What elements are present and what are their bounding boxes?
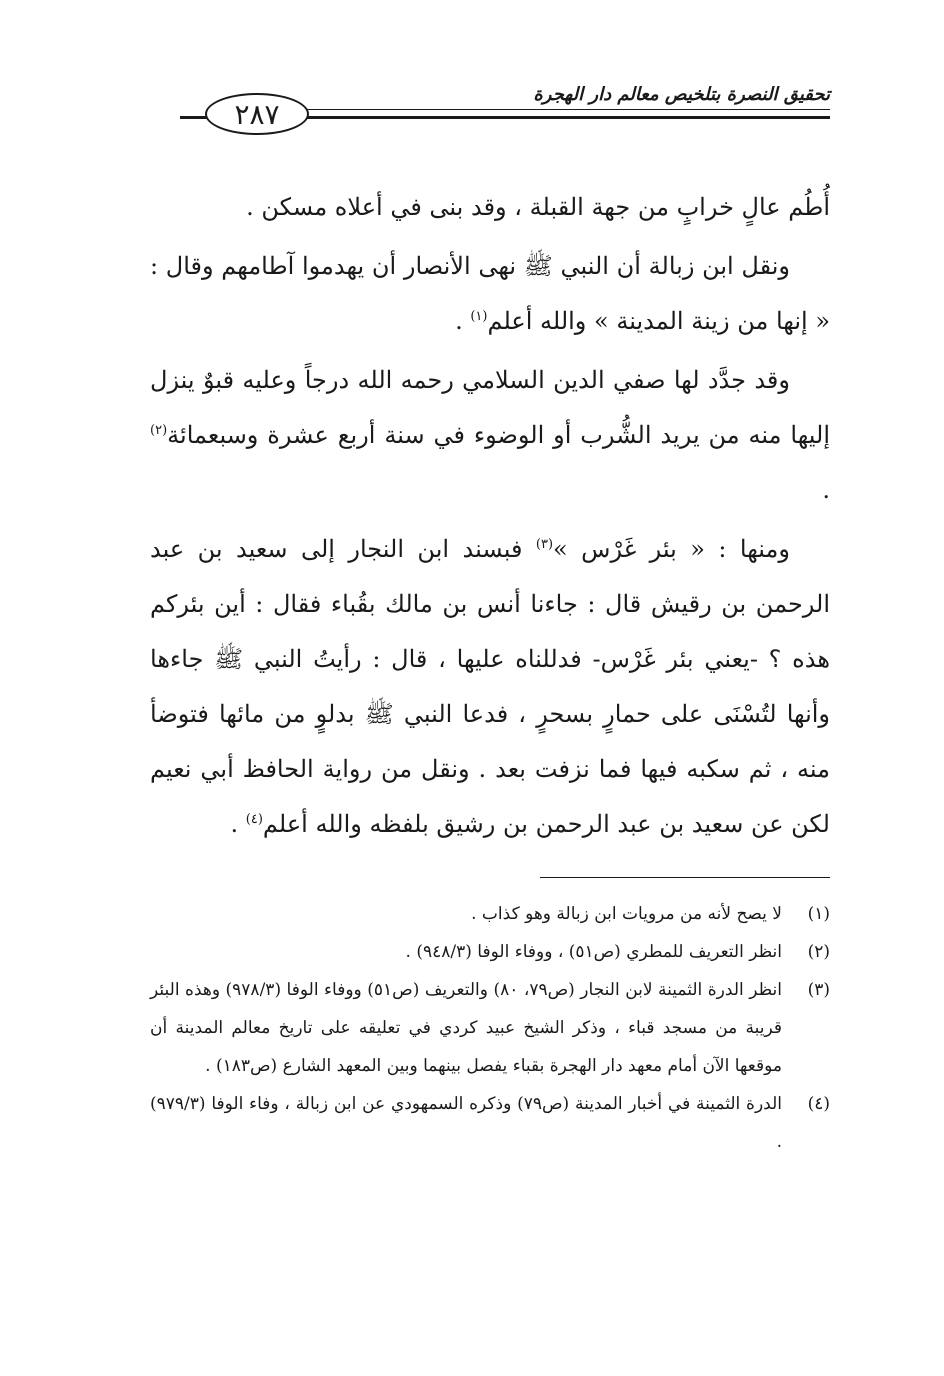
paragraph-4 [150,522,830,852]
running-title: تحقيق النصرة بتلخيص معالم دار الهجرة [533,84,830,105]
footnotes [150,895,830,1161]
footnote-number: (٣) [807,980,830,1000]
paragraph-4-text-b: فبسند ابن النجار إلى سعيد بن عبد الرحمن بن رقيش قال : جاءنا أنس بن مالك بقُباء فقال : أين بئركم هذه ؟ -يعني بئر غَرْس- فدللناه عليها ، قال : رأيتُ النبي ﷺ جاءها وأنها لتُسْنَى على حمارٍ بسحرٍ ، فدعا النبي ﷺ بدلوٍ من مائها فتوضأ منه ، ثم سكبه فيها فما نزفت بعد . ونقل من رواية الحافظ أبي نعيم لكن عن سعيد بن عبد الرحمن بن رشيق بلفظه والله أعلم [150,535,830,838]
paragraph-3-end: . [822,476,830,504]
footnote-number: (٢) [807,942,830,962]
paragraph-2-end: . [455,307,471,335]
footnote-text: الدرة الثمينة في أخبار المدينة (ص٧٩) وذكره السمهودي عن ابن زبالة ، وفاء الوفا (٩٧٩/٣) . [150,1094,782,1152]
footnote-ref-3[interactable]: (٣) [535,537,554,552]
paragraph-1-text: أُطُم عالٍ خرابٍ من جهة القبلة ، وقد بنى في أعلاه مسكن . [246,193,830,221]
footnote-text: لا يصح لأنه من مرويات ابن زبالة وهو كذاب . [471,904,782,924]
footnote-4 [150,1085,830,1161]
paragraph-2 [150,239,830,349]
footnote-1 [150,895,830,933]
page-number: ٢٨٧ [205,93,309,135]
footnote-2 [150,933,830,971]
footnote-number: (١) [807,904,830,924]
paragraph-4-end: . [230,810,246,838]
footnote-ref-4[interactable]: (٤) [245,812,263,827]
header-rule-thin [300,109,830,110]
footnote-text: انظر الدرة الثمينة لابن النجار (ص٧٩، ٨٠) والتعريف (ص٥١) ووفاء الوفا (٩٧٨/٣) وهذه البئر قريبة من مسجد قباء ، وذكر الشيخ عبيد كردي في تعليقه على تاريخ معالم المدينة أن موقعها الآن أمام معهد دار الهجرة بقباء يفصل بينهما وبين المعهد الشارع (ص١٨٣) . [150,980,782,1076]
footnote-3 [150,971,830,1085]
footnote-separator [540,877,830,878]
paragraph-2-text: ونقل ابن زبالة أن النبي ﷺ نهى الأنصار أن يهدموا آطامهم وقال : « إنها من زينة المدينة » والله أعلم [150,252,830,335]
main-text [150,180,830,856]
paragraph-1 [150,180,830,235]
paragraph-3-text: وقد جدَّد لها صفي الدين السلامي رحمه الله درجاً وعليه قبوٌ ينزل إليها منه من يريد الشُّرب أو الوضوء في سنة أربع عشرة وسبعمائة [150,366,830,449]
paragraph-4-text-a: ومنها : « بئر غَرْس » [553,535,790,563]
footnote-ref-2[interactable]: (٢) [150,423,168,438]
footnote-number: (٤) [807,1094,830,1114]
footnote-ref-1[interactable]: (١) [470,309,488,324]
footnote-text: انظر التعريف للمطري (ص٥١) ، ووفاء الوفا (٩٤٨/٣) . [405,942,782,962]
page-header [150,78,830,138]
paragraph-3 [150,353,830,518]
